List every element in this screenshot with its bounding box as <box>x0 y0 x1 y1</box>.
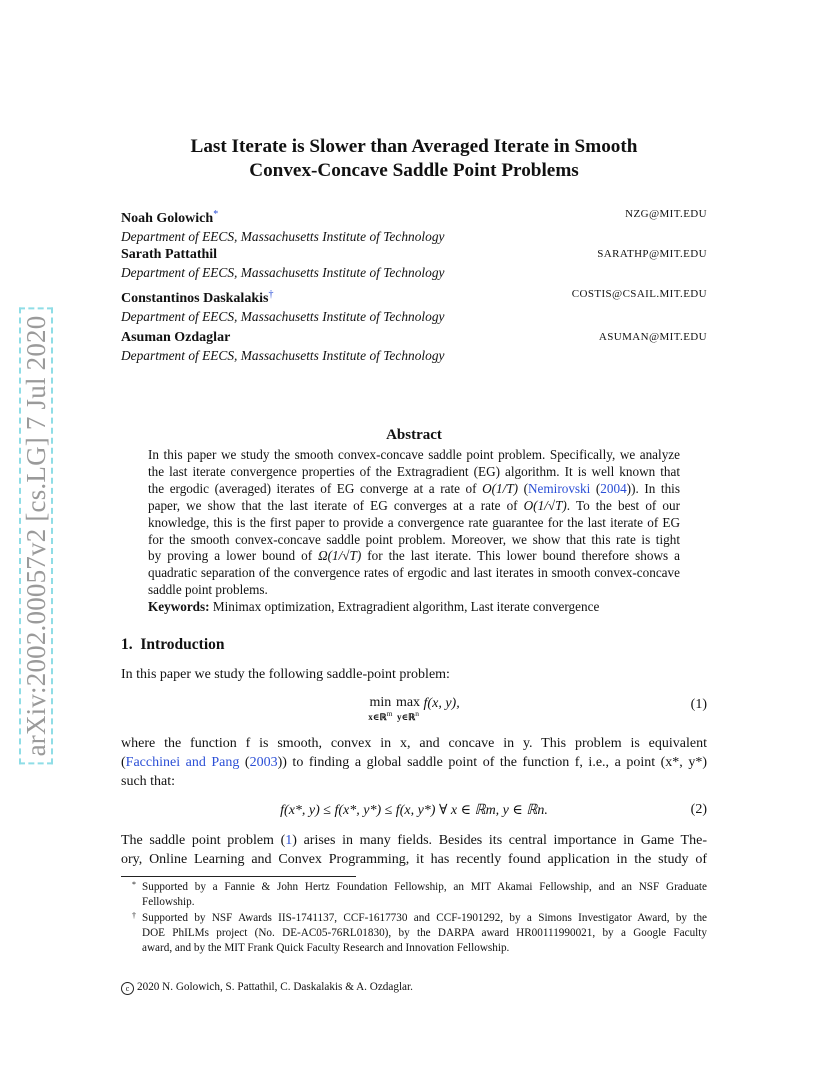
abstract-body <box>148 447 680 616</box>
author-email: COSTIS@CSAIL.MIT.EDU <box>571 288 707 300</box>
body-line: (Facchinei and Pang (2003)) to finding a global saddle point of the function f, i.e., a point (x*, y*) <box>121 755 707 770</box>
body-line: The saddle point problem (1) arises in many fields. Besides its central importance in Game The- <box>121 833 707 848</box>
keywords-label: Keywords: <box>148 599 210 615</box>
copyright-icon: c <box>121 982 134 995</box>
equation-2 <box>121 802 707 832</box>
abstract-line: the last iterate convergence properties of the Extragradient (EG) algorithm. It is well known that <box>148 463 680 479</box>
abstract-line: by proving a lower bound of Ω(1/√T) for the last iterate. This lower bound therefore shows a <box>148 548 680 564</box>
equation-body: min x∈ℝ$^m$ max y∈ℝ$^n$ f(x, y), <box>368 695 460 722</box>
footnote-divider <box>121 876 356 877</box>
footnote-mark-link[interactable]: * <box>213 209 219 220</box>
copyright-notice: c 2020 N. Golowich, S. Pattathil, C. Daskalakis & A. Ozdaglar. <box>121 980 413 995</box>
footnote-line: Supported by NSF Awards IIS-1741137, CCF-1617730 and CCF-1901292, by a Simons Investigator Award, by the <box>142 912 707 924</box>
math-expression: Ω(1/√T) <box>318 548 362 564</box>
body-paragraph <box>121 734 707 791</box>
body-line: where the function f is smooth, convex in x, and concave in y. This problem is equivalent <box>121 736 707 751</box>
title-line-2: Convex-Concave Saddle Point Problems <box>249 160 579 181</box>
footnote <box>121 911 707 956</box>
abstract-line: In this paper we study the smooth convex-concave saddle point problem. Specifically, we analyze <box>148 447 680 462</box>
equation-body: f(x*, y) ≤ f(x*, y*) ≤ f(x, y*) ∀ x ∈ ℝm, y ∈ ℝn. <box>280 803 548 818</box>
footnote-line: Fellowship. <box>142 896 195 908</box>
equation-1 <box>121 696 707 726</box>
title-line-1: Last Iterate is Slower than Averaged Iterate in Smooth <box>190 136 638 157</box>
citation-link[interactable]: Nemirovski <box>528 480 591 496</box>
citation-link[interactable]: Facchinei and Pang <box>125 755 240 770</box>
author-block-3 <box>121 286 707 326</box>
author-affiliation: Department of EECS, Massachusetts Institute of Technology <box>121 309 445 324</box>
body-line: ory, Online Learning and Convex Programming, it has recently found application in the study of <box>121 852 707 867</box>
keywords-line <box>148 599 680 616</box>
author-name: Constantinos Daskalakis† <box>121 289 274 306</box>
arxiv-identifier[interactable]: arXiv:2002.00057v2 [cs.LG] 7 Jul 2020 <box>19 308 53 765</box>
equation-reference-link[interactable]: 1 <box>285 833 293 848</box>
footnote-mark: † <box>132 911 136 920</box>
math-expression: O(1/T) <box>482 480 519 496</box>
author-name: Sarath Pattathil <box>121 247 218 262</box>
abstract-line: quadratic separation of the convergence rates of ergodic and last iterates in smooth convex-concave <box>148 565 680 581</box>
author-affiliation: Department of EECS, Massachusetts Institute of Technology <box>121 229 445 244</box>
paper-title <box>120 135 708 183</box>
body-paragraph <box>121 665 707 684</box>
abstract-line: the ergodic (averaged) iterates of EG converge at a rate of O(1/T) (Nemirovski (2004)). In this <box>148 480 680 496</box>
author-block-2 <box>121 246 707 282</box>
abstract-line: paper, we show that the last iterate of EG converges at a rate of O(1/√T). To the best of our <box>148 497 680 513</box>
equation-number: (1) <box>690 697 707 712</box>
footnote-mark-link[interactable]: † <box>268 289 274 300</box>
abstract-line: saddle point problems. <box>148 582 268 598</box>
equation-number: (2) <box>690 802 707 817</box>
citation-year-link[interactable]: 2003 <box>249 755 278 770</box>
citation-year-link[interactable]: 2004 <box>600 480 627 496</box>
body-line: such that: <box>121 774 176 789</box>
footnote-line: award, and by the MIT Frank Quick Faculty Research and Innovation Fellowship. <box>142 942 510 954</box>
section-heading: 1. Introduction <box>121 636 225 653</box>
author-block-4 <box>121 329 707 365</box>
author-email: ASUMAN@MIT.EDU <box>598 331 707 343</box>
footnotes <box>121 880 707 957</box>
author-name: Noah Golowich* <box>121 209 219 226</box>
footnote-line: Supported by a Fannie & John Hertz Foundation Fellowship, an MIT Akamai Fellowship, and an NSF Graduate <box>142 881 707 893</box>
keywords-text: Minimax optimization, Extragradient algorithm, Last iterate convergence <box>209 599 600 615</box>
author-email: NZG@MIT.EDU <box>625 208 707 220</box>
footnote-mark: * <box>132 880 136 889</box>
author-affiliation: Department of EECS, Massachusetts Institute of Technology <box>121 348 445 363</box>
author-name: Asuman Ozdaglar <box>121 330 231 345</box>
footnote <box>121 880 707 910</box>
body-paragraph <box>121 831 707 869</box>
abstract-line: knowledge, this is the first paper to provide a convergence rate guarantee for the last iterate of EG <box>148 514 680 530</box>
author-affiliation: Department of EECS, Massachusetts Institute of Technology <box>121 265 445 280</box>
author-block-1 <box>121 206 707 246</box>
body-line: In this paper we study the following saddle-point problem: <box>121 667 450 682</box>
abstract-line: for the smooth convex-concave saddle point problem. Moreover, we show that this rate is tight <box>148 531 680 547</box>
math-expression: O(1/√T) <box>523 497 567 513</box>
footnote-line: DOE PhILMs project (No. DE-AC05-76RL01830), by the DARPA award HR00111990021, by a Google Faculty <box>142 927 707 939</box>
author-email: SARATHP@MIT.EDU <box>597 248 707 260</box>
abstract-heading: Abstract <box>386 427 442 443</box>
